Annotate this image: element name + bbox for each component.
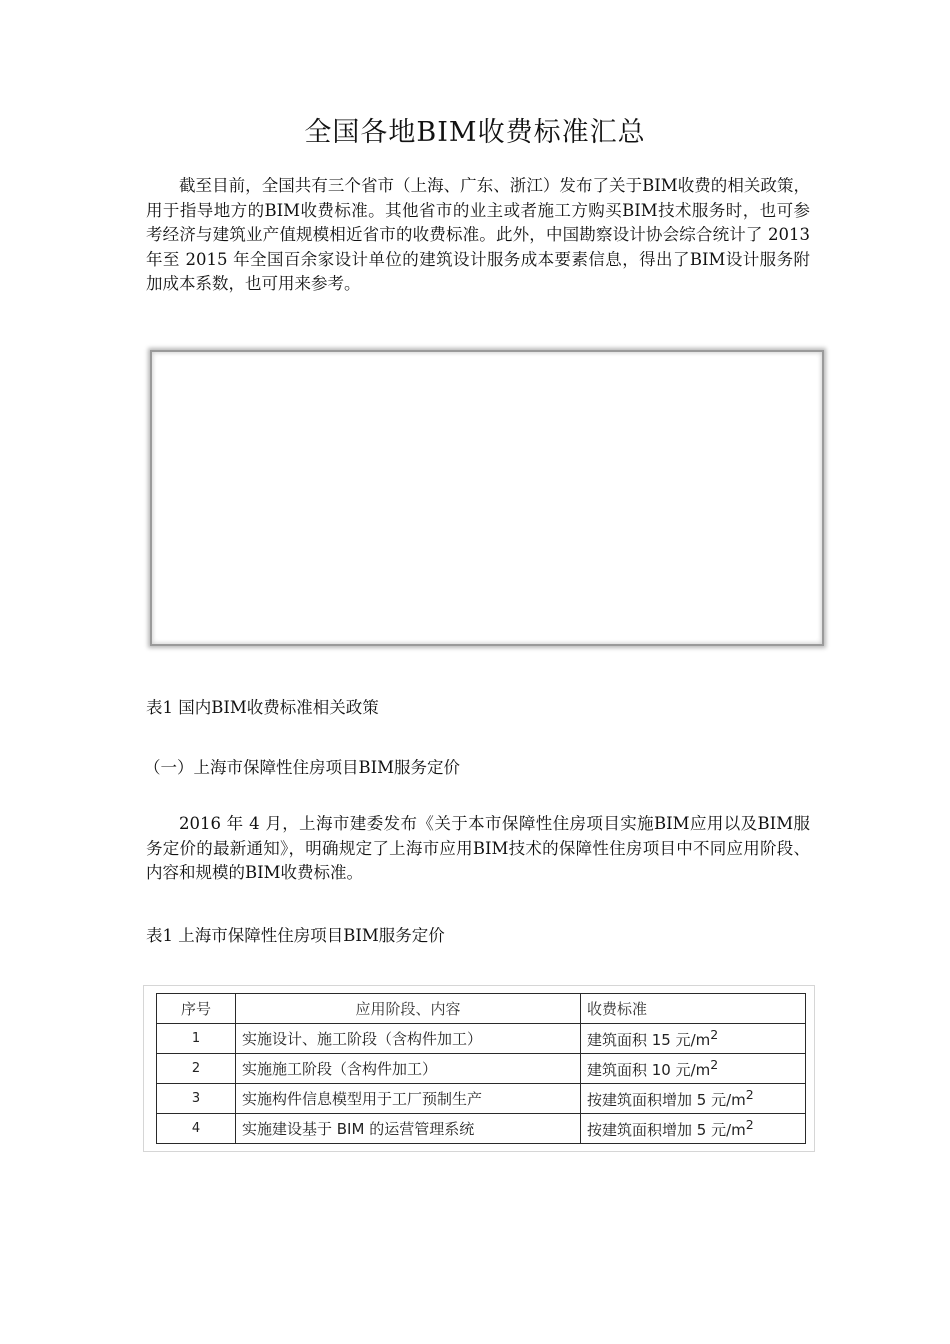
row-fee-text: 按建筑面积增加 5 元/m	[587, 1091, 746, 1109]
table-row	[157, 1054, 806, 1084]
row-no: 4	[157, 1114, 236, 1144]
row-fee-text: 建筑面积 15 元/m	[587, 1031, 711, 1049]
row-fee-sup: 2	[710, 1057, 719, 1072]
row-no: 1	[157, 1024, 236, 1054]
table1-caption: 表1 国内BIM收费标准相关政策	[146, 698, 379, 717]
section1-body: 2016 年 4 月，上海市建委发布《关于本市保障性住房项目实施BIM应用以及BIM服务定价的最新通知》，明确规定了上海市应用BIM技术的保障性住房项目中不同应用阶段、内容和规模的BIM收费标准。	[146, 814, 810, 882]
row-fee	[581, 1054, 806, 1084]
header-no: 序号	[157, 994, 236, 1024]
row-fee-sup: 2	[745, 1087, 754, 1102]
header-stage: 应用阶段、内容	[236, 994, 581, 1024]
row-fee	[581, 1024, 806, 1054]
pricing-table-frame	[143, 985, 815, 1152]
row-stage: 实施构件信息模型用于工厂预制生产	[236, 1084, 581, 1114]
row-fee-sup: 2	[745, 1117, 754, 1132]
row-fee-sup: 2	[710, 1027, 719, 1042]
section1-heading: （一）上海市保障性住房项目BIM服务定价	[144, 758, 461, 777]
row-no: 3	[157, 1084, 236, 1114]
row-stage: 实施建设基于 BIM 的运营管理系统	[236, 1114, 581, 1144]
row-fee	[581, 1114, 806, 1144]
policy-table-image	[150, 350, 824, 646]
table-row	[157, 1084, 806, 1114]
pricing-table	[156, 993, 806, 1144]
row-stage: 实施施工阶段（含构件加工）	[236, 1054, 581, 1084]
row-stage: 实施设计、施工阶段（含构件加工）	[236, 1024, 581, 1054]
row-fee	[581, 1084, 806, 1114]
header-fee: 收费标准	[581, 994, 806, 1024]
row-fee-text: 按建筑面积增加 5 元/m	[587, 1121, 746, 1139]
table2-caption: 表1 上海市保障性住房项目BIM服务定价	[146, 926, 445, 945]
row-no: 2	[157, 1054, 236, 1084]
row-fee-text: 建筑面积 10 元/m	[587, 1061, 711, 1079]
table-header-row	[157, 994, 806, 1024]
table-row	[157, 1024, 806, 1054]
table-row	[157, 1114, 806, 1144]
intro-paragraph: 截至目前，全国共有三个省市（上海、广东、浙江）发布了关于BIM收费的相关政策，用于指导地方的BIM收费标准。其他省市的业主或者施工方购买BIM技术服务时，也可参考经济与建筑业产值规模相近省市的收费标准。此外，中国勘察设计协会综合统计了 2013 年至 2015 年全国百余家设计单位的建筑设计服务成本要素信息，得出了BIM设计服务附加成本系数，也可用来参考。	[146, 176, 810, 293]
page-title: 全国各地BIM收费标准汇总	[304, 117, 646, 148]
